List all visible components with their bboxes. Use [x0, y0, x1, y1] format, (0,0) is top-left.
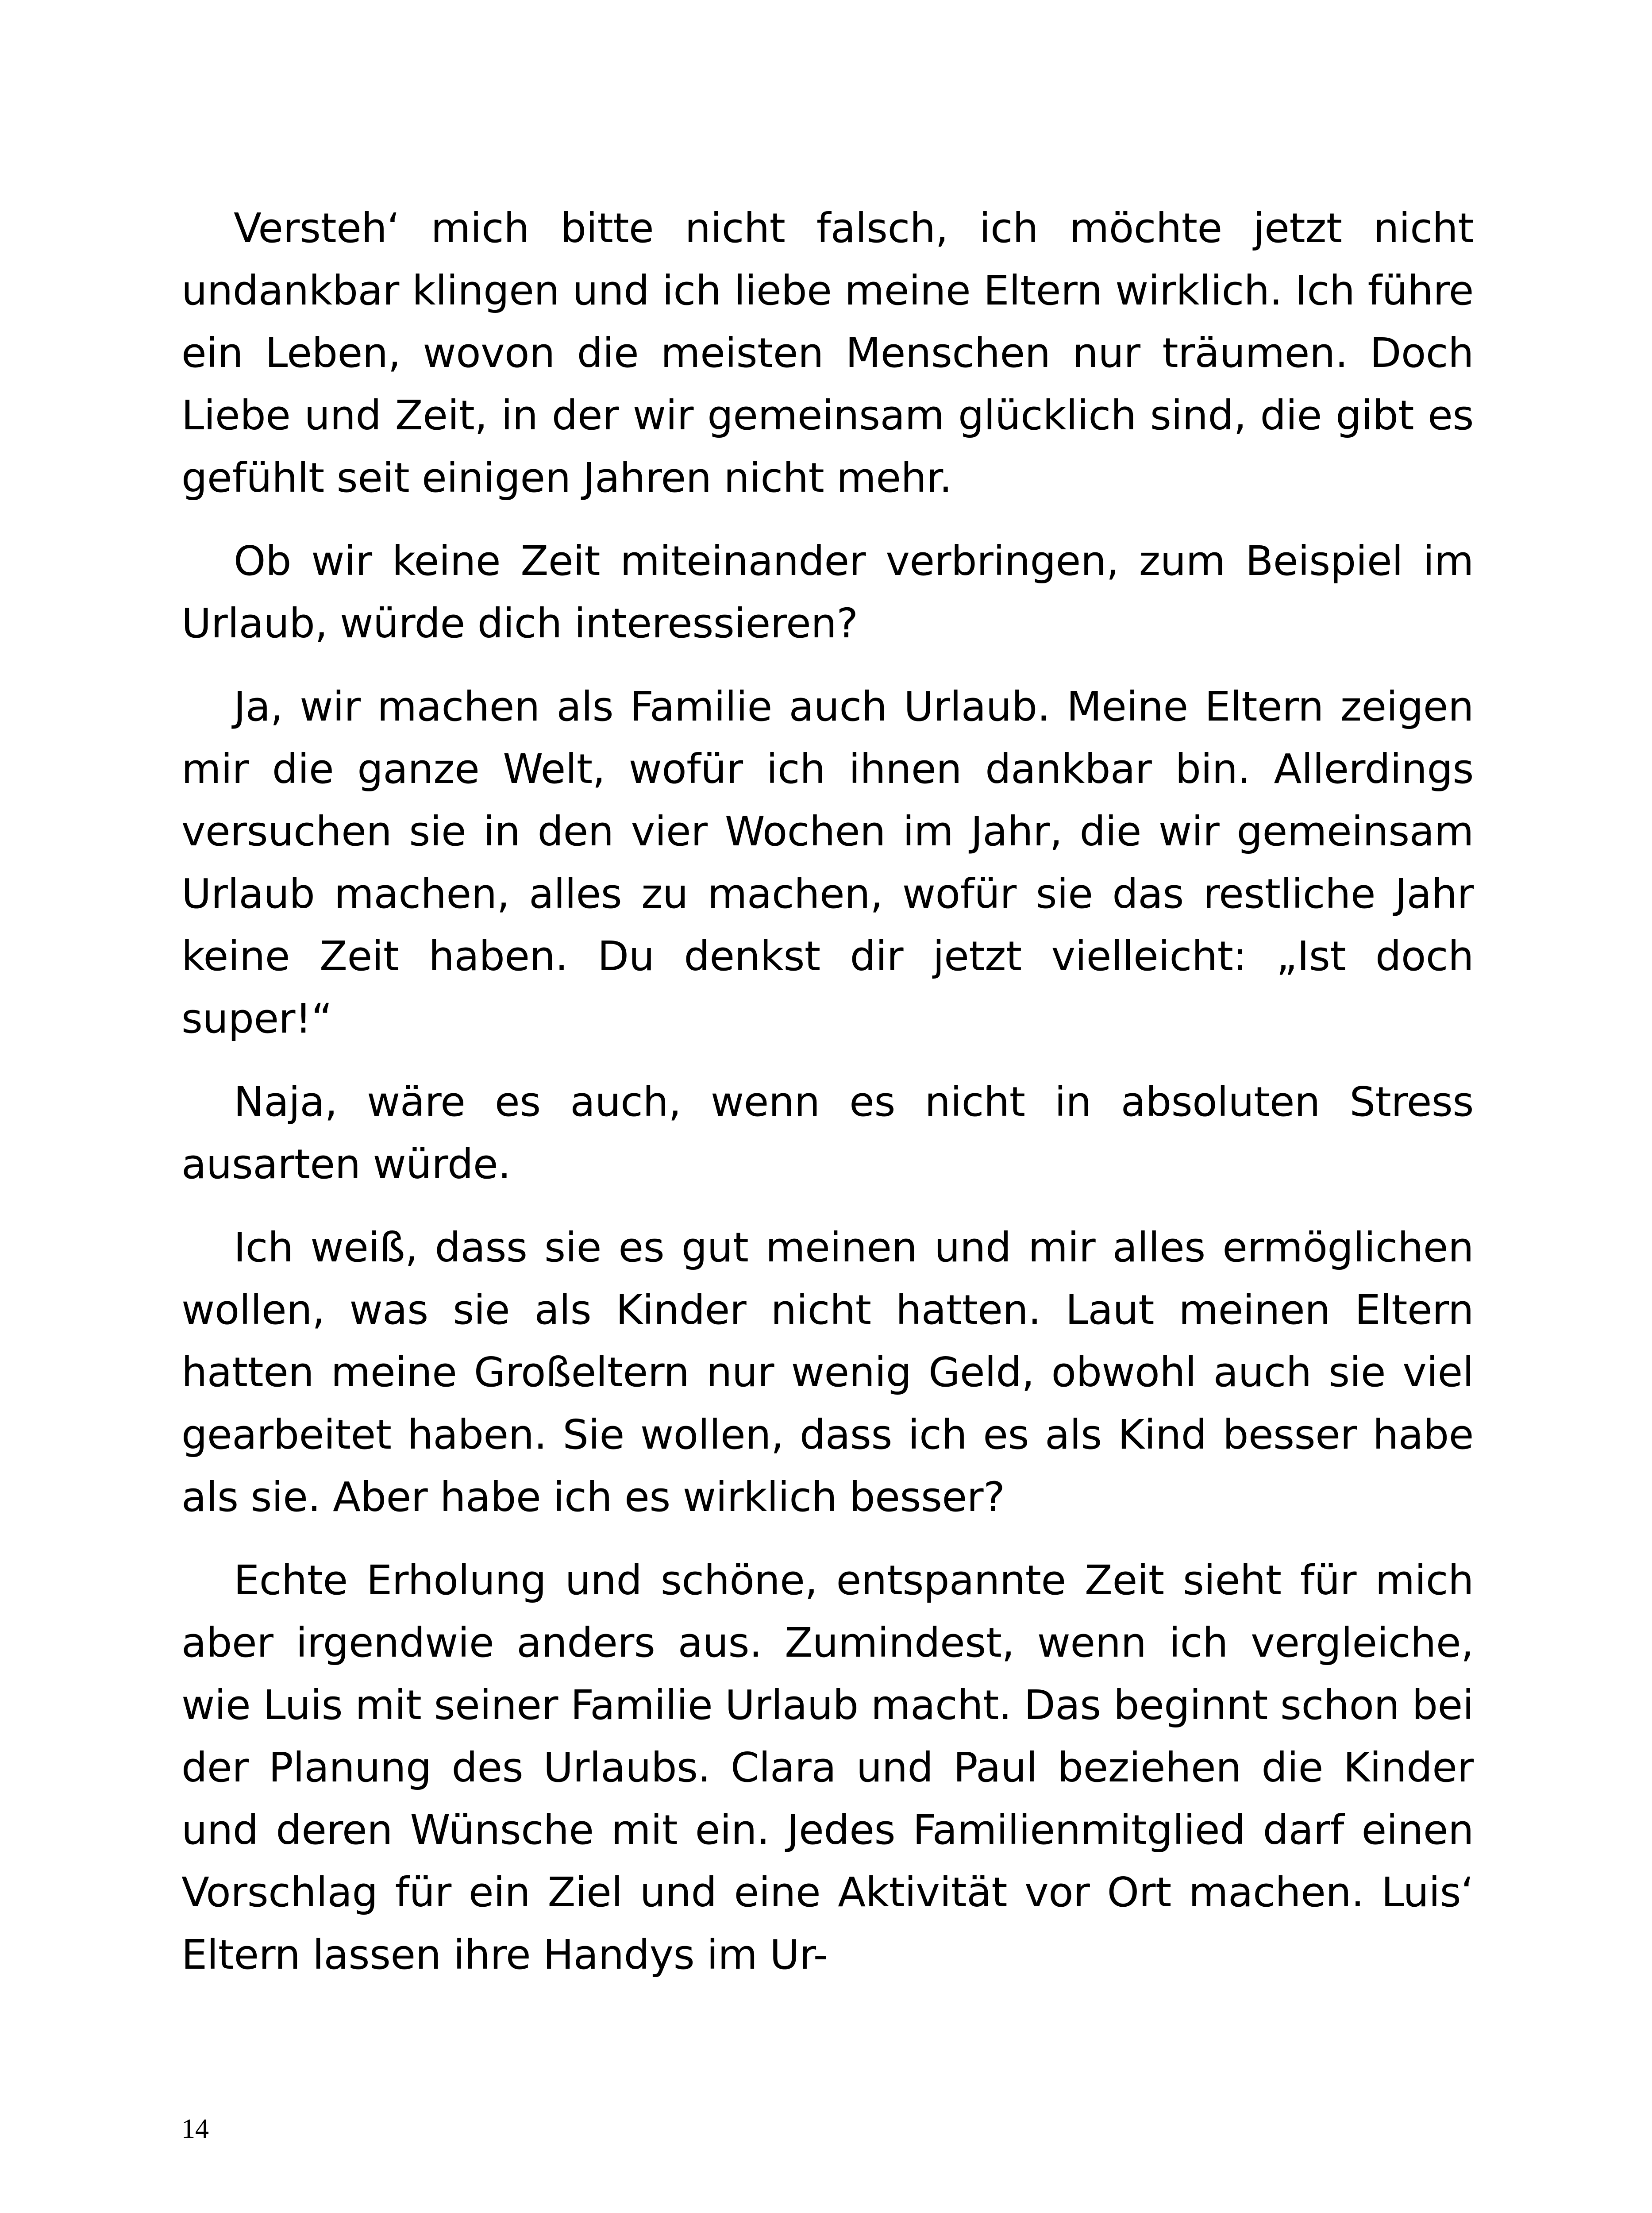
paragraph-3: Ja, wir machen als Familie auch Urlaub. Meine Eltern zeigen mir die ganze Welt, wofür ich ihnen dankbar bin. Allerdings versuchen sie in den vier Wochen im Jahr, die wir gemeinsam Urlaub machen, alles zu machen, wofür sie das restliche Jahr keine Zeit haben. Du denkst dir jetzt vielleicht: „Ist doch super!“ [181, 683, 1474, 1042]
page-number: 14 [181, 2114, 209, 2144]
body-text [181, 197, 1474, 2007]
paragraph-4: Naja, wäre es auch, wenn es nicht in absoluten Stress ausarten würde. [181, 1078, 1474, 1188]
paragraph-2: Ob wir keine Zeit miteinander verbringen, zum Beispiel im Urlaub, würde dich interessieren? [181, 537, 1474, 647]
paragraph-6: Echte Erholung und schöne, entspannte Zeit sieht für mich aber irgendwie anders aus. Zumindest, wenn ich vergleiche, wie Luis mit seiner Familie Urlaub macht. Das beginnt schon bei der Planung des Urlaubs. Clara und Paul beziehen die Kinder und deren Wünsche mit ein. Jedes Familienmitglied darf einen Vorschlag für ein Ziel und eine Aktivität vor Ort machen. Luis‘ Eltern lassen ihre Handys im Ur- [181, 1557, 1474, 1978]
paragraph-5: Ich weiß, dass sie es gut meinen und mir alles ermöglichen wollen, was sie als Kinder nicht hatten. Laut meinen Eltern hatten meine Großeltern nur wenig Geld, obwohl auch sie viel gearbeitet haben. Sie wollen, dass ich es als Kind besser habe als sie. Aber habe ich es wirklich besser? [181, 1224, 1474, 1521]
paragraph-1: Versteh‘ mich bitte nicht falsch, ich möchte jetzt nicht undankbar klingen und ich liebe meine Eltern wirklich. Ich führe ein Leben, wovon die meisten Menschen nur träumen. Doch Liebe und Zeit, in der wir gemeinsam glücklich sind, die gibt es gefühlt seit einigen Jahren nicht mehr. [181, 204, 1474, 501]
